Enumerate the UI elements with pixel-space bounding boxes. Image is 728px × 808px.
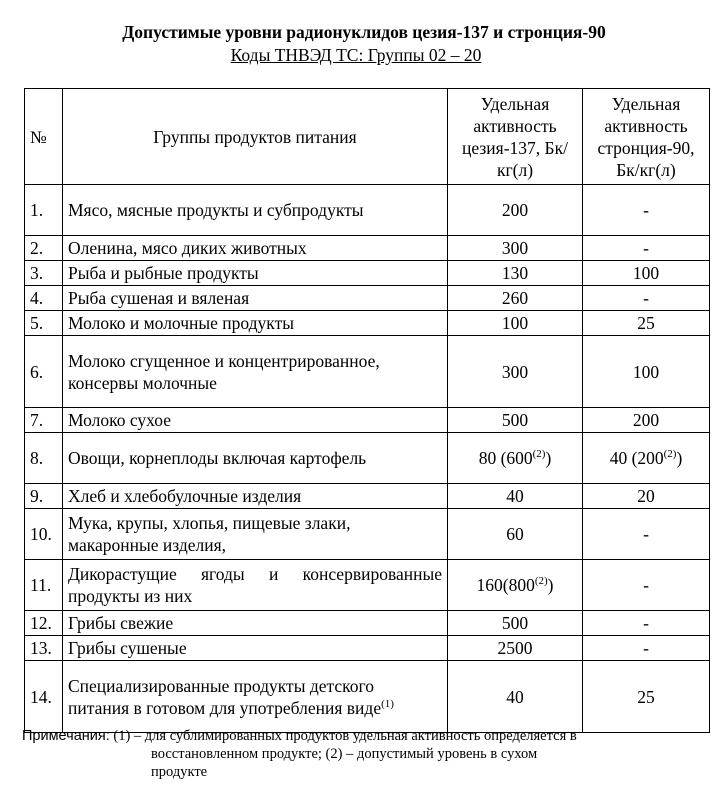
cesium-value-cell: 260	[448, 286, 583, 311]
footnote-ref: (1)	[381, 697, 394, 710]
row-number: 9.	[25, 484, 63, 509]
product-group-cell: Грибы сушеные	[63, 636, 448, 661]
row-number: 12.	[25, 611, 63, 636]
row-number: 13.	[25, 636, 63, 661]
note-line-2: восстановленном продукте; (2) – допустимый уровень в сухом	[151, 746, 538, 762]
document-title: Допустимые уровни радионуклидов цезия-137 и стронция-90	[122, 22, 606, 42]
strontium-value-cell: 100	[583, 261, 710, 286]
product-group-cell: Дикорастущие ягоды и консервированные продукты из них	[63, 560, 448, 611]
cesium-value-cell: 300	[448, 336, 583, 408]
table-row	[25, 311, 710, 336]
document-subtitle: Коды ТНВЭД ТС: Группы 02 – 20	[230, 45, 482, 65]
table-row	[25, 611, 710, 636]
table-row	[25, 286, 710, 311]
cesium-value-cell	[448, 560, 583, 611]
header-strontium-activity: Удельная активность стронция-90, Бк/кг(л)	[583, 89, 710, 185]
row-number: 1.	[25, 185, 63, 236]
product-group-text: Специализированные продукты детского питания в готовом для употребления виде	[68, 675, 382, 718]
cesium-value-close: )	[545, 448, 552, 468]
product-group-cell: Молоко сухое	[63, 408, 448, 433]
cesium-value-text: 160(800	[476, 575, 535, 595]
table-row	[25, 408, 710, 433]
strontium-value-cell: -	[583, 236, 710, 261]
product-group-cell: Оленина, мясо диких животных	[63, 236, 448, 261]
strontium-value-cell: 100	[583, 336, 710, 408]
strontium-value-text: 40 (200	[609, 448, 664, 468]
note-line-1: (1) – для сублимированных продуктов удельная активность определяется в	[113, 728, 577, 744]
cesium-value-cell: 100	[448, 311, 583, 336]
row-number: 8.	[25, 433, 63, 484]
product-group-cell: Хлеб и хлебобулочные изделия	[63, 484, 448, 509]
product-group-cell: Рыба и рыбные продукты	[63, 261, 448, 286]
strontium-value-cell: -	[583, 185, 710, 236]
product-group-cell: Мука, крупы, хлопья, пищевые злаки, макаронные изделия,	[63, 509, 448, 560]
cesium-value-cell: 300	[448, 236, 583, 261]
product-group-cell	[63, 336, 448, 408]
cesium-value-cell: 40	[448, 484, 583, 509]
cesium-value-cell: 500	[448, 611, 583, 636]
product-group-text: Молоко сгущенное и концентрированное, консервы молочные	[68, 350, 380, 393]
table-row	[25, 185, 710, 236]
table-header-row	[25, 89, 710, 185]
table-row	[25, 661, 710, 733]
footnote-ref: (2)	[532, 448, 546, 461]
product-group-cell: Молоко и молочные продукты	[63, 311, 448, 336]
table-row	[25, 636, 710, 661]
cesium-value-cell: 200	[448, 185, 583, 236]
notes-label: Примечания:	[22, 728, 110, 744]
footnote-ref: (2)	[534, 575, 548, 588]
cesium-value-cell: 130	[448, 261, 583, 286]
row-number: 6.	[25, 336, 63, 408]
table-row	[25, 336, 710, 408]
cesium-value-text: 80 (600	[478, 448, 533, 468]
strontium-value-cell: 25	[583, 311, 710, 336]
cesium-value-cell: 500	[448, 408, 583, 433]
cesium-value-cell	[448, 433, 583, 484]
header-number: №	[25, 89, 63, 185]
row-number: 11.	[25, 560, 63, 611]
row-number: 7.	[25, 408, 63, 433]
table-row	[25, 509, 710, 560]
strontium-value-cell: -	[583, 560, 710, 611]
strontium-value-cell: -	[583, 636, 710, 661]
strontium-value-cell	[583, 433, 710, 484]
strontium-value-cell: -	[583, 286, 710, 311]
table-row	[25, 484, 710, 509]
row-number: 2.	[25, 236, 63, 261]
strontium-value-cell: 200	[583, 408, 710, 433]
table-row	[25, 261, 710, 286]
strontium-value-cell: -	[583, 509, 710, 560]
footnotes	[22, 727, 712, 781]
header-cesium-activity: Удельная активность цезия-137, Бк/кг(л)	[448, 89, 583, 185]
cesium-value-close: )	[547, 575, 554, 595]
table-row	[25, 433, 710, 484]
strontium-value-cell: 20	[583, 484, 710, 509]
row-number: 4.	[25, 286, 63, 311]
row-number: 14.	[25, 661, 63, 733]
product-group-cell: Грибы свежие	[63, 611, 448, 636]
header-product-group: Группы продуктов питания	[63, 89, 448, 185]
product-group-cell: Мясо, мясные продукты и субпродукты	[63, 185, 448, 236]
radionuclide-levels-table	[24, 88, 710, 733]
row-number: 3.	[25, 261, 63, 286]
row-number: 10.	[25, 509, 63, 560]
product-group-cell	[63, 661, 448, 733]
note-line-3: продукте	[151, 764, 208, 780]
row-number: 5.	[25, 311, 63, 336]
product-group-cell: Овощи, корнеплоды включая картофель	[63, 433, 448, 484]
table-row	[25, 236, 710, 261]
cesium-value-cell: 40	[448, 661, 583, 733]
strontium-value-close: )	[676, 448, 683, 468]
cesium-value-cell: 2500	[448, 636, 583, 661]
table-row	[25, 560, 710, 611]
cesium-value-cell: 60	[448, 509, 583, 560]
product-group-cell: Рыба сушеная и вяленая	[63, 286, 448, 311]
strontium-value-cell: 25	[583, 661, 710, 733]
footnote-ref: (2)	[663, 448, 677, 461]
strontium-value-cell: -	[583, 611, 710, 636]
